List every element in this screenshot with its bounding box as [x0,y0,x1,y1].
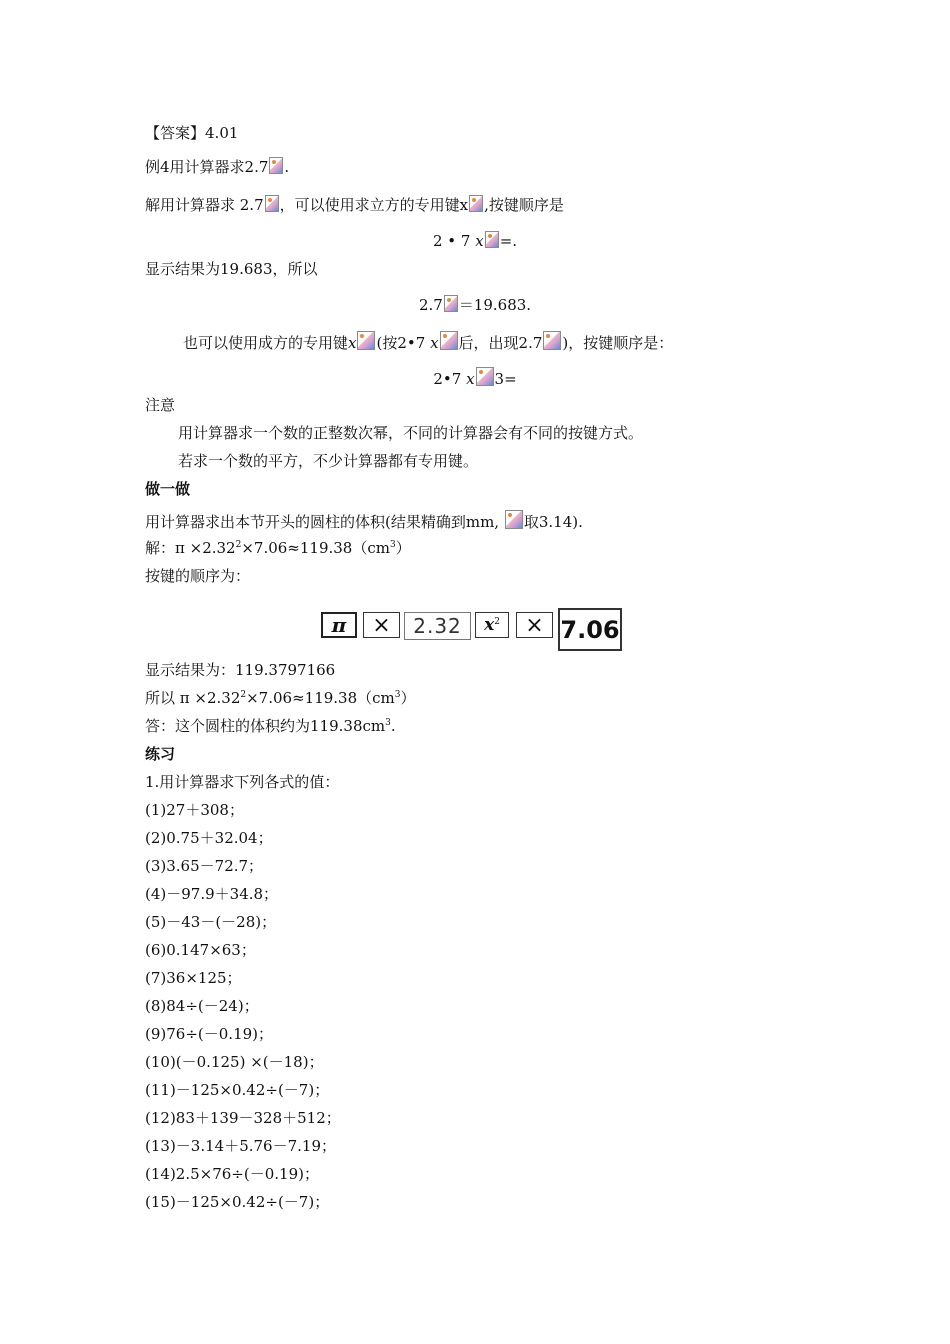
practice-item: (3)3.65－72.7； [145,857,264,875]
times-key-1 [363,612,400,638]
try-it-task [145,510,583,532]
practice-item: (12)83＋139－328＋512； [145,1109,341,1127]
practice-item: (4)－97.9＋34.8； [145,885,279,903]
practice-item: (9)76÷(－0.19)； [145,1025,274,1043]
answer-line [145,123,238,143]
number-key-7-06 [558,608,622,651]
answer-statement [145,716,396,736]
note-heading: 注意 [145,396,176,414]
power-key-label: x [430,334,439,352]
power-key-label: x [348,334,357,352]
broken-image-icon [485,231,499,248]
square-key-label [484,615,500,635]
practice-item: (1)27＋308； [145,801,244,819]
alt-text: (按2•7 [376,334,426,352]
broken-image-icon [543,331,561,350]
try-it-heading: 做一做 [145,480,191,498]
number-key-label: 7.06 [560,615,620,644]
example-4-text: 例4用计算器求2.7 [145,158,269,176]
cube-key-label: x [459,196,469,214]
example-4-period: . [284,158,290,176]
task-text: 取3.14). [523,513,583,531]
so-text: ） [400,689,416,707]
alt-text: 后，出现2.7 [458,334,543,352]
broken-image-icon [444,295,458,312]
answer-text: 答：这个圆柱的体积约为119.38cm [145,717,386,735]
practice-item: (8)84÷(－24)； [145,997,259,1015]
cube-key-label: x [475,232,484,250]
practice-item: (10)(－0.125) ×(－18)； [145,1053,324,1071]
note-line-1: 用计算器求一个数的正整数次幂，不同的计算器会有不同的按键方式。 [178,424,644,442]
broken-image-icon [265,195,279,212]
solution-text: ） [395,539,411,557]
display-result-line: 显示结果为：119.3797166 [145,661,336,679]
times-key-label: × [372,612,391,638]
superscript: 3 [389,540,396,550]
equation-text: 2.7 [418,296,443,314]
broken-image-icon [505,510,523,529]
times-key-2 [516,612,553,638]
broken-image-icon [469,195,483,212]
answer-text: . [390,717,396,735]
sequence-text: 2•7 [433,370,462,388]
alt-text: )，按键顺序是： [562,334,674,352]
result-line [145,259,318,279]
practice-item: (13)－3.14＋5.76－7.19； [145,1137,336,1155]
so-text: 所以 π ×2.32 [145,689,241,707]
sequence-text: 2 • 7 [432,232,476,250]
power-key-label: x [466,370,475,388]
practice-item: (5)－43－(－28)； [145,913,277,931]
answer-value: 4.01 [205,124,239,142]
practice-item: (15)－125×0.42÷(－7)； [145,1193,330,1211]
square-key [475,612,509,638]
alternative-method-line [183,331,673,353]
calculator-key-sequence [0,608,950,652]
solution-line-1 [145,195,564,215]
pi-key [321,612,357,638]
superscript: 2 [240,690,247,700]
note-line-2: 若求一个数的平方，不少计算器都有专用键。 [178,452,479,470]
practice-heading: 练习 [145,745,176,763]
superscript: 2 [235,540,242,550]
result-text: 显示结果为19.683，所以 [145,260,318,278]
practice-item: (7)36×125； [145,969,242,987]
square-key-base: x [484,615,495,635]
result-equation [0,295,950,315]
solution-text: ×7.06≈119.38（cm [241,539,390,557]
superscript: 3 [385,718,391,728]
times-key-label: × [525,612,544,638]
alt-text: 也可以使用成方的专用键 [183,334,349,352]
answer-label: 【答案】 [145,124,206,142]
so-line [145,688,416,708]
practice-item: (6)0.147×63； [145,941,256,959]
superscript: 3 [394,690,401,700]
solution-text: 解用计算器求 2.7 [145,196,264,214]
broken-image-icon [440,331,458,350]
task-text: 用计算器求出本节开头的圆柱的体积(结果精确到mm, [145,513,500,531]
square-key-exponent: 2 [494,617,500,627]
try-it-solution [145,538,411,558]
number-key-label: 2.32 [413,614,462,638]
practice-intro: 1.用计算器求下列各式的值： [145,773,340,791]
broken-image-icon [476,367,494,386]
pi-key-label: π [331,613,347,637]
keys-label: 按键的顺序为： [145,567,251,585]
practice-item: (11)－125×0.42÷(－7)； [145,1081,330,1099]
sequence-text: 3= [494,370,517,388]
equation-text: ＝19.683. [458,296,532,314]
solution-text: 解：π ×2.32 [145,539,236,557]
solution-text: ,按键顺序是 [484,196,564,214]
practice-item: (2)0.75＋32.04； [145,829,273,847]
key-sequence-2 [0,367,950,389]
sequence-text: =. [499,232,518,250]
broken-image-icon [357,331,375,350]
number-key-2-32 [404,612,471,640]
solution-text: ，可以使用求立方的专用键 [279,196,460,214]
key-sequence-1 [0,231,950,251]
example-4-title [145,157,289,177]
broken-image-icon [269,157,283,174]
so-text: ×7.06≈119.38（cm [246,689,395,707]
practice-item: (14)2.5×76÷(－0.19)； [145,1165,319,1183]
